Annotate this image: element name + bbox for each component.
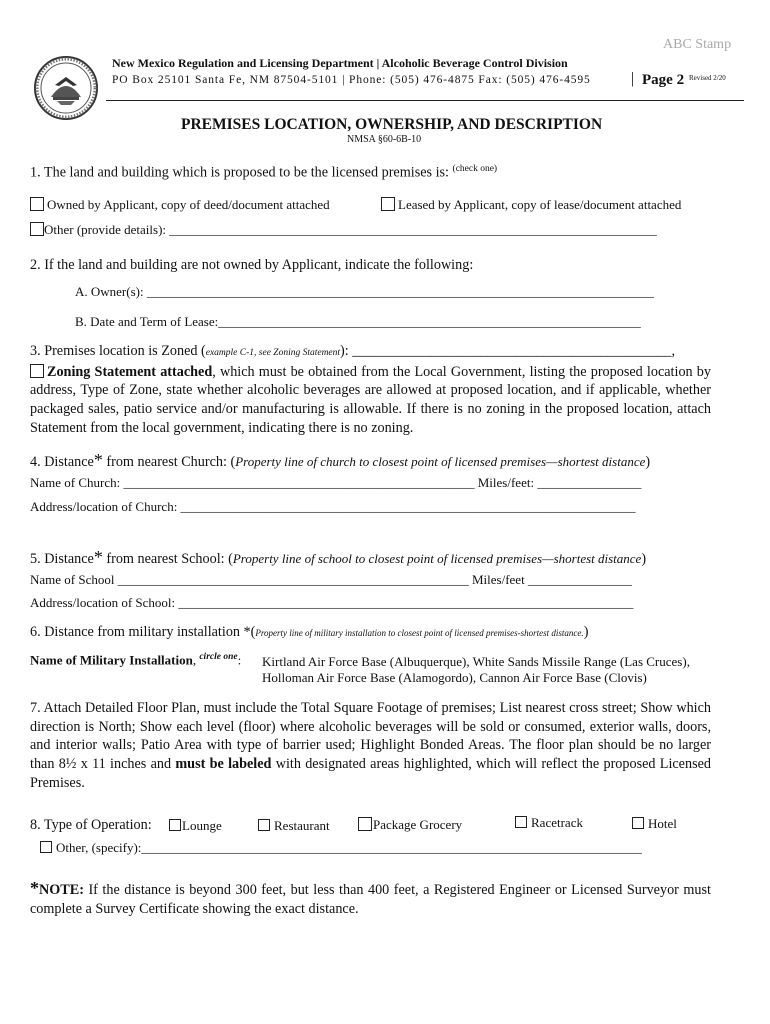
q7-text: 7. Attach Detailed Floor Plan, must include the Total Square Footage of premises; List nearest cross street; Show which direction is North; Show each level (floor) where alcoholic beverages will be sold or consumed, exterior walls, doors, and interior walls; Patio Area with type of barrier used; Highlight Bonded Areas. The floor plan should be no larger than 8½ x 11 inches and	[30, 700, 711, 773]
q5-close: )	[641, 551, 647, 567]
q1-text: 1. The land and building which is proposed to be the licensed premises is:	[30, 164, 449, 181]
q1-note: (check one)	[452, 164, 498, 174]
zoning-statement-checkbox[interactable]	[30, 364, 44, 378]
military-colon: :	[237, 652, 242, 668]
package-grocery-label: Package Grocery	[373, 817, 463, 832]
note-text: If the distance is beyond 300 feet, but less than 400 feet, a Registered Engineer or Licensed Surveyor must complete a Survey Certificate showing the exact distance.	[30, 882, 711, 917]
package-grocery-checkbox[interactable]	[358, 817, 372, 831]
q4-question	[30, 450, 650, 471]
department-address: PO Box 25101 Santa Fe, NM 87504-5101 | Phone: (505) 476-4875 Fax: (505) 476-4595	[112, 74, 591, 86]
church-address-field[interactable]: Address/location of Church: ______________________________________________________________________	[30, 499, 636, 514]
restaurant-option[interactable]	[258, 818, 330, 834]
q3-instructions: , which must be obtained from the Local Government, listing the proposed location by address, Type of Zone, state whether alcoholic beverages are allowed at proposed location, and if applicable, whether packaged sales, patio service and/or manufacturing is allowable. If there is no zoning in the proposed location, attach Statement from the local government, indicating there is no zoning.	[30, 363, 711, 436]
lounge-checkbox[interactable]	[169, 819, 181, 831]
q4-close: )	[645, 454, 651, 470]
restaurant-checkbox[interactable]	[258, 819, 270, 831]
other-operation-checkbox[interactable]	[40, 841, 52, 853]
q1-other-option[interactable]	[30, 222, 657, 238]
q6-question	[30, 624, 588, 641]
military-options-line1[interactable]: Kirtland Air Force Base (Albuquerque), White Sands Missile Range (Las Cruces),	[262, 654, 690, 669]
q2-text: 2. If the land and building are not owned by Applicant, indicate the following:	[30, 257, 474, 273]
lounge-label: Lounge	[182, 818, 222, 833]
q5-mid: from nearest School: (	[102, 551, 233, 567]
racetrack-checkbox[interactable]	[515, 816, 527, 828]
q7-text-end: with designated areas highlighted, which will reflect the proposed Licensed Premises.	[30, 756, 711, 791]
q3-lead: 3. Premises location is Zoned (	[30, 343, 206, 359]
zoning-statement-label: Zoning Statement attached	[47, 363, 213, 380]
abc-stamp-label: ABC Stamp	[663, 37, 732, 52]
racetrack-option[interactable]	[515, 815, 583, 831]
q1-question	[30, 164, 497, 182]
q4-note: Property line of church to closest point of licensed premises—shortest distance	[235, 454, 646, 469]
leased-checkbox[interactable]	[381, 197, 395, 211]
q5-question	[30, 547, 646, 568]
other-operation-option[interactable]	[40, 840, 642, 856]
q1-owned-option[interactable]	[30, 197, 330, 213]
military-comma: ,	[192, 652, 200, 668]
state-seal-logo	[33, 55, 99, 121]
q7-bold: must be labeled	[175, 756, 272, 773]
q6-note: Property line of military installation to closest point of licensed premises-shortest distance.	[255, 628, 584, 638]
church-name-field[interactable]: Name of Church: ______________________________________________________ Miles/feet: ________________	[30, 475, 642, 490]
school-address-field[interactable]: Address/location of School: ______________________________________________________________________	[30, 595, 634, 610]
hotel-option[interactable]	[632, 816, 677, 832]
form-title: PREMISES LOCATION, OWNERSHIP, AND DESCRIPTION	[181, 116, 603, 133]
q7-floor-plan-paragraph	[30, 699, 711, 793]
lease-term-field[interactable]: B. Date and Term of Lease:_________________________________________________________________	[75, 314, 641, 329]
racetrack-label: Racetrack	[531, 815, 583, 830]
q1-leased-option[interactable]	[381, 197, 681, 213]
restaurant-label: Restaurant	[274, 818, 330, 833]
military-options-line2[interactable]: Holloman Air Force Base (Alamogordo), Cannon Air Force Base (Clovis)	[262, 670, 647, 685]
other-checkbox[interactable]	[30, 222, 44, 236]
page-number: Page 2	[642, 72, 685, 88]
q5-star: *	[93, 547, 103, 567]
owner-field[interactable]: A. Owner(s): ______________________________________________________________________________	[75, 284, 654, 299]
other-operation-field[interactable]: Other, (specify):_____________________________________________________________________________	[56, 840, 642, 855]
q8-label: 8. Type of Operation:	[30, 817, 152, 833]
other-label: Other (provide details): ___________________________________________________________________________	[44, 222, 657, 237]
note-label: NOTE:	[39, 882, 84, 898]
q4-star: *	[93, 450, 103, 470]
revised-date: Revised 2/20	[689, 74, 726, 82]
q3-zoning-paragraph	[30, 342, 711, 438]
q5-lead: 5. Distance	[30, 551, 94, 567]
department-name: New Mexico Regulation and Licensing Department | Alcoholic Beverage Control Division	[112, 56, 568, 70]
owned-checkbox[interactable]	[30, 197, 44, 211]
header-rule	[106, 100, 744, 101]
military-label-text: Name of Military Installation	[30, 652, 193, 668]
q4-mid: from nearest Church: (	[102, 454, 236, 470]
hotel-checkbox[interactable]	[632, 817, 644, 829]
q3-example: example C-1, see Zoning Statement	[205, 348, 341, 358]
circle-one-note: circle one	[199, 652, 238, 662]
owned-label: Owned by Applicant, copy of deed/document attached	[47, 197, 330, 212]
page-separator: |	[631, 70, 635, 87]
q5-note: Property line of school to closest point of licensed premises—shortest distance	[232, 551, 642, 566]
zoning-field[interactable]: ): _____________________________________________,	[340, 343, 676, 359]
leased-label: Leased by Applicant, copy of lease/document attached	[398, 197, 682, 212]
q4-lead: 4. Distance	[30, 454, 94, 470]
distance-note	[30, 879, 711, 918]
form-statute: NMSA §60-6B-10	[347, 134, 422, 145]
q6-lead: 6. Distance from military installation *(	[30, 624, 256, 640]
military-installation-label	[30, 652, 241, 668]
hotel-label: Hotel	[648, 816, 677, 831]
note-star: *	[30, 878, 39, 898]
q6-close: )	[583, 624, 589, 640]
package-grocery-option[interactable]	[358, 817, 462, 833]
school-name-field[interactable]: Name of School ______________________________________________________ Miles/feet ________________	[30, 572, 632, 587]
lounge-option[interactable]	[169, 818, 222, 834]
